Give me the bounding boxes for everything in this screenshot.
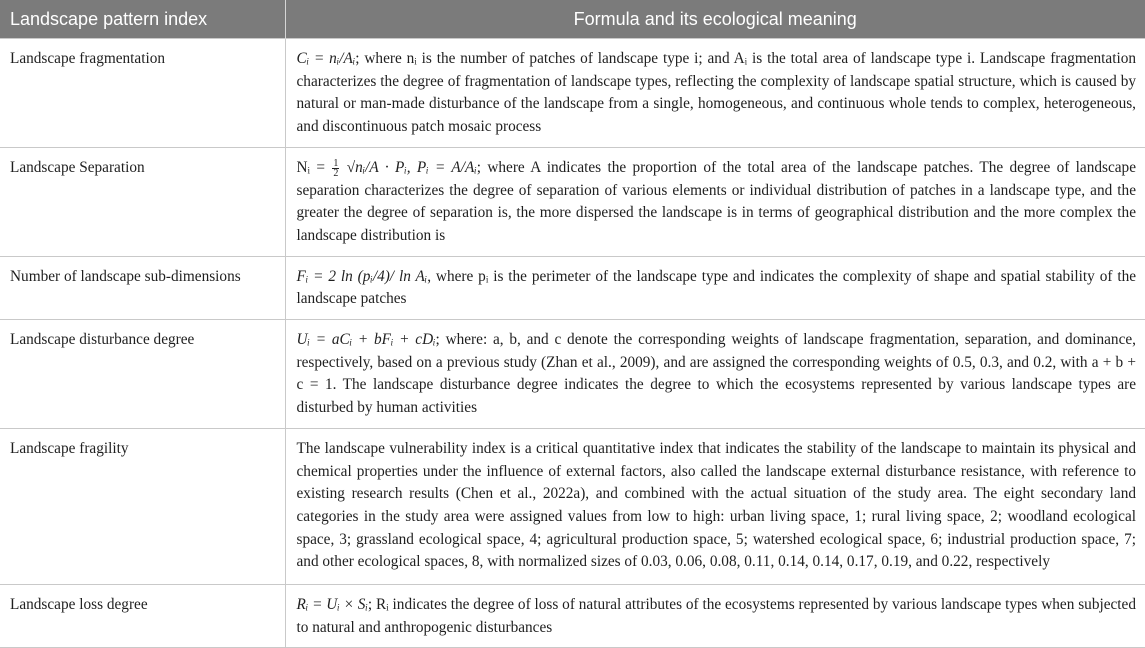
row-name: Landscape fragmentation	[0, 39, 285, 148]
table-row	[0, 147, 1145, 256]
row-name: Landscape loss degree	[0, 584, 285, 647]
table-row	[0, 320, 1145, 429]
description-text: ; where: a, b, and c denote the corresponding weights of landscape fragmentation, separation, and dominance, respectively, based on a previous study (Zhan et al., 2009), and are assigned the corresponding weights of 0.5, 0.3, and 0.2, with a + b + c = 1. The landscape disturbance degree indicates the degree to which the ecosystems represented by various landscape types are disturbed by human activities	[296, 331, 1136, 417]
table-row	[0, 584, 1145, 647]
row-name: Number of landscape sub-dimensions	[0, 256, 285, 319]
row-name: Landscape Separation	[0, 147, 285, 256]
description-text: , where pᵢ is the perimeter of the landscape type and indicates the complexity of shape and spatial stability of the landscape patches	[296, 267, 1137, 308]
fraction	[332, 159, 339, 178]
formula: Fᵢ = 2 ln (pᵢ/4)/ ln Aᵢ	[296, 267, 428, 285]
row-name: Landscape disturbance degree	[0, 320, 285, 429]
row-description	[285, 39, 1145, 148]
header-index: Landscape pattern index	[0, 0, 285, 39]
row-description	[285, 584, 1145, 647]
formula: Cᵢ = nᵢ/Aᵢ	[296, 50, 356, 67]
description-text: ; Rᵢ indicates the degree of loss of natural attributes of the ecosystems represented by various landscape types when subjected to natural and anthropogenic disturbances	[296, 595, 1136, 636]
row-description	[285, 147, 1145, 256]
formula: Rᵢ = Uᵢ × Sᵢ	[296, 595, 368, 613]
formula: Uᵢ = aCᵢ + bFᵢ + cDᵢ	[296, 331, 436, 349]
table-header-row	[0, 0, 1145, 39]
description-text: ; where A indicates the proportion of the total area of the landscape patches. The degree of landscape separation characterizes the degree of separation of various elements or individual distribution of patches in a landscape type, and the greater the degree of separation is, the more dispersed the landscape is in terms of geographical distribution and the more complex the landscape distribution is	[296, 158, 1136, 244]
fraction-numerator: 1	[333, 157, 339, 169]
description-text: The landscape vulnerability index is a critical quantitative index that indicates the stability of the landscape to maintain its physical and chemical properties under the influence of external factors, also called the landscape external disturbance resistance, with reference to existing research results (Chen et al., 2022a), and combined with the actual situation of the study area. The eight secondary land categories in the study area were assigned values from low to high: urban living space, 1; rural living space, 2; woodland ecological space, 3; grassland ecological space, 4; agricultural production space, 5; watershed ecological space, 6; industrial production space, 7; and other ecological spaces, 8, with normalized sizes of 0.03, 0.06, 0.08, 0.11, 0.14, 0.14, 0.17, 0.19, and 0.22, respectively	[296, 439, 1136, 571]
formula: √nᵢ/A · Pᵢ, Pᵢ = A/Aᵢ	[340, 158, 477, 176]
row-description	[285, 256, 1145, 319]
formula-prefix: Nᵢ =	[296, 158, 332, 176]
header-formula: Formula and its ecological meaning	[285, 0, 1145, 39]
table-row	[0, 256, 1145, 319]
table-row	[0, 428, 1145, 584]
fraction-denominator: 2	[333, 167, 339, 179]
row-description	[285, 320, 1145, 429]
row-name: Landscape fragility	[0, 428, 285, 584]
description-text: ; where nᵢ is the number of patches of landscape type i; and Aᵢ is the total area of landscape type i. Landscape fragmentation characterizes the degree of fragmentation of landscape types, reflecting the complexity of landscape spatial structure, which is caused by natural or man-made disturbance of the landscape from a single, homogeneous, and continuous whole tends to complex, heterogeneous, and discontinuous patch mosaic process	[296, 50, 1136, 136]
table-row	[0, 39, 1145, 148]
row-description	[285, 428, 1145, 584]
